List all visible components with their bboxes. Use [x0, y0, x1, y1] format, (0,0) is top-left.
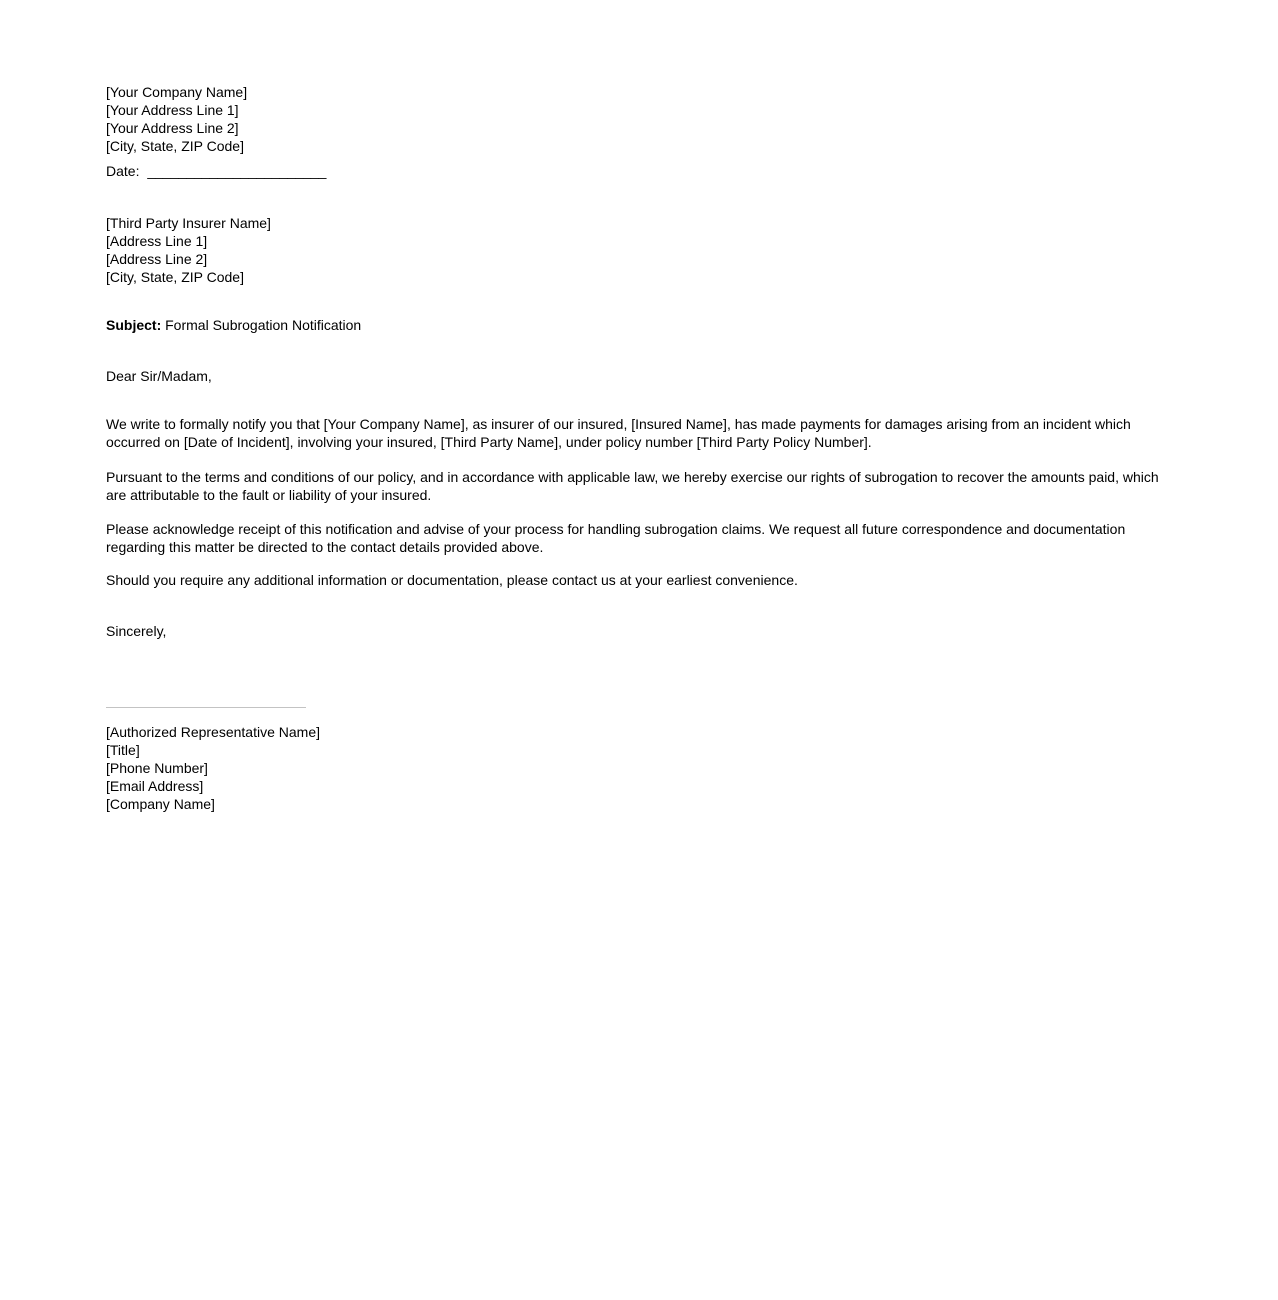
body-paragraph-4: Should you require any additional information or documentation, please contact us at your earliest convenience. — [106, 572, 798, 588]
recipient-address-line-2: [Address Line 2] — [106, 251, 208, 267]
closing-sincerely: Sincerely, — [106, 623, 167, 639]
date-blank-line: _______________________ — [147, 163, 327, 179]
sender-city-state-zip: [City, State, ZIP Code] — [106, 138, 244, 154]
recipient-insurer-name: [Third Party Insurer Name] — [106, 215, 271, 231]
sender-address-block — [106, 83, 1162, 155]
recipient-city-state-zip: [City, State, ZIP Code] — [106, 269, 244, 285]
recipient-address-block — [106, 214, 1162, 286]
signature-representative-name: [Authorized Representative Name] — [106, 724, 320, 740]
subject-text: Formal Subrogation Notification — [165, 317, 362, 333]
sender-company-name: [Your Company Name] — [106, 84, 248, 100]
signature-title: [Title] — [106, 742, 140, 758]
sender-address-line-2: [Your Address Line 2] — [106, 120, 239, 136]
greeting: Dear Sir/Madam, — [106, 368, 212, 384]
body-paragraph-2: Pursuant to the terms and conditions of our policy, and in accordance with applicable law, we hereby exercise our rights of subrogation to recover the amounts paid, which are attributable to the fault or liability of your insured. — [106, 469, 1159, 503]
sender-address-line-1: [Your Address Line 1] — [106, 102, 239, 118]
date-label: Date: — [106, 163, 140, 179]
signature-company-name: [Company Name] — [106, 796, 215, 812]
body-paragraph-3: Please acknowledge receipt of this notification and advise of your process for handling subrogation claims. We request all future correspondence and documentation regarding this matter be directed to the contact details provided above. — [106, 521, 1126, 555]
signature-block — [106, 723, 1162, 813]
signature-rule-line — [106, 707, 306, 708]
date-row — [106, 162, 1162, 180]
subject-label: Subject: — [106, 317, 162, 333]
subject-line — [106, 316, 1162, 334]
letter-content — [106, 83, 1162, 813]
signature-phone-number: [Phone Number] — [106, 760, 208, 776]
body-paragraph-1: We write to formally notify you that [Your Company Name], as insurer of our insured, [Insured Name], has made payments for damages arising from an incident which occurred on [Date of Incident], involving your insured, [Third Party Name], under policy number [Third Party Policy Number]. — [106, 416, 1131, 450]
recipient-address-line-1: [Address Line 1] — [106, 233, 208, 249]
signature-email-address: [Email Address] — [106, 778, 204, 794]
